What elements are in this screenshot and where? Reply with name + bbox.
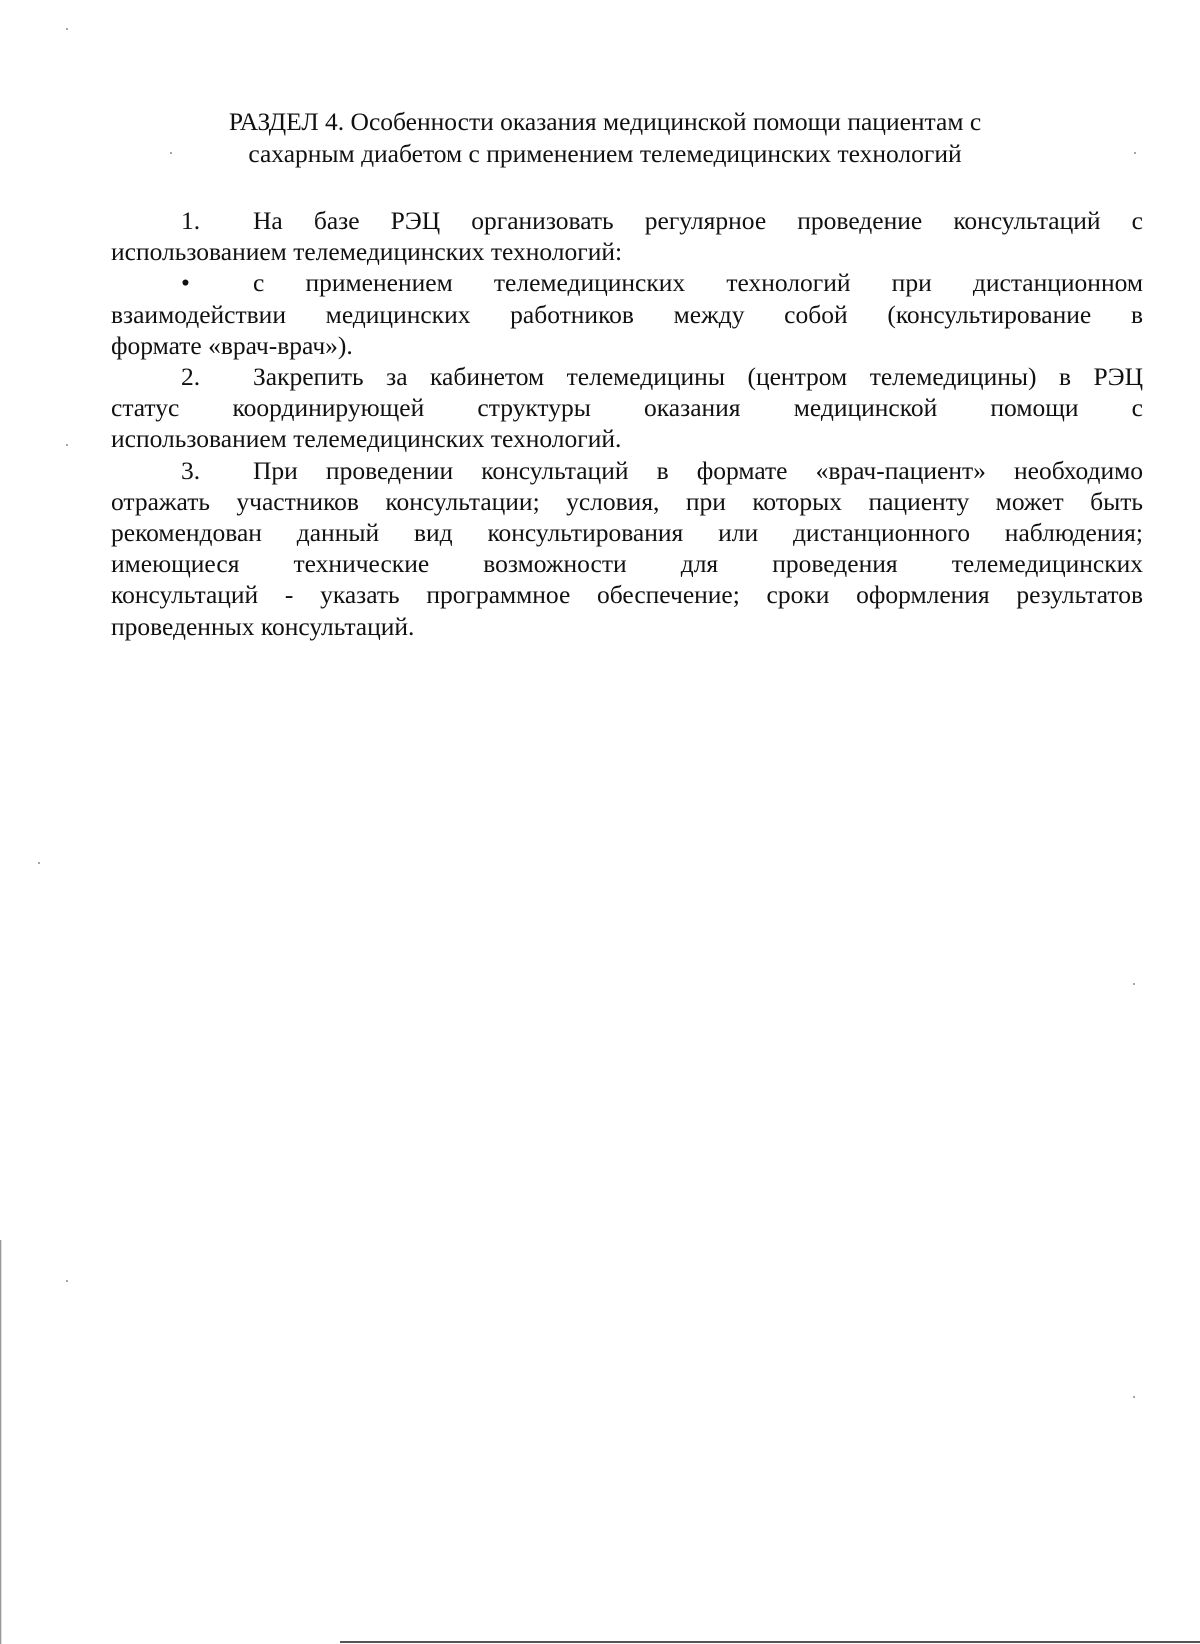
scan-speck [170, 152, 172, 154]
list-item-2-line-3 [111, 423, 1143, 454]
scan-bottom-edge [340, 1641, 1200, 1643]
item-number: 2. [181, 362, 201, 392]
list-item-text: статус координирующей структуры оказания медицинской помощи с [111, 393, 1143, 423]
bullet-item-line-1 [111, 267, 1143, 298]
list-item-text: взаимодействии медицинских работников между собой (консультирование в [111, 299, 1143, 329]
list-item-text: Закрепить за кабинетом телемедицины (центром телемедицины) в РЭЦ [253, 362, 1143, 392]
item-number: 1. [181, 206, 201, 235]
scan-speck [66, 28, 68, 30]
list-item-text: формате «врач-врач»). [111, 330, 353, 360]
section-heading [200, 106, 1010, 170]
list-item-1-line-1 [111, 205, 1143, 236]
list-item-text: использованием телемедицинских технологий: [111, 237, 623, 267]
list-item-text: имеющиеся технические возможности для проведения телемедицинских [111, 549, 1143, 579]
list-item-text: использованием телемедицинских технологий. [111, 424, 622, 454]
item-number: 3. [181, 455, 201, 485]
bullet-item-line-2 [111, 299, 1143, 330]
list-item-text: проведенных консультаций. [111, 611, 415, 641]
list-item-text: с применением телемедицинских технологий при дистанционном [253, 268, 1143, 298]
list-item-1-line-2 [111, 236, 1143, 267]
section-body [111, 205, 1143, 642]
list-item-3-line-5 [111, 579, 1143, 610]
list-item-3-line-2 [111, 486, 1143, 517]
list-item-3-line-3 [111, 517, 1143, 548]
scan-speck [38, 862, 40, 864]
list-item-2-line-1 [111, 361, 1143, 392]
list-item-text: консультаций - указать программное обеспечение; сроки оформления результатов [111, 580, 1143, 610]
bullet-icon: • [181, 268, 190, 298]
list-item-text: отражать участников консультации; условия, при которых пациенту может быть [111, 486, 1143, 516]
scan-edge-shadow [0, 1240, 2, 1644]
scan-speck [1133, 983, 1135, 985]
heading-line-1: РАЗДЕЛ 4. Особенности оказания медицинской помощи пациентам с [228, 107, 982, 136]
scan-speck [1134, 152, 1136, 154]
list-item-text: рекомендован данный вид консультирования или дистанционного наблюдения; [111, 518, 1143, 548]
scan-speck [66, 444, 68, 446]
scan-speck [1133, 1396, 1135, 1398]
list-item-2-line-2 [111, 392, 1143, 423]
list-item-3-line-6 [111, 611, 1143, 642]
list-item-3-line-4 [111, 548, 1143, 579]
list-item-3-line-1 [111, 455, 1143, 486]
list-item-text: При проведении консультаций в формате «врач-пациент» необходимо [253, 455, 1143, 485]
heading-line-2: сахарным диабетом с применением телемедицинских технологий [248, 139, 962, 168]
bullet-item-line-3 [111, 330, 1143, 361]
list-item-text: На базе РЭЦ организовать регулярное проведение консультаций с [253, 206, 1143, 235]
scan-speck [66, 1280, 68, 1282]
